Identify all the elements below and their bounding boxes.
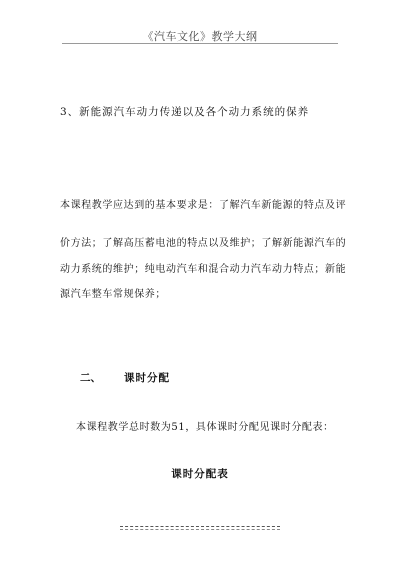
subsection-number: 二、: [80, 372, 101, 384]
requirements-line-4: 源汽车整车常规保养；: [60, 289, 166, 300]
header-divider: [62, 43, 338, 44]
section-heading: 3、新能源汽车动力传递以及各个动力系统的保养: [60, 106, 310, 118]
footer-divider-secondary: [120, 529, 280, 530]
document-header-title: 《汽车文化》教学大纲: [142, 30, 258, 43]
table-title: 课时分配表: [171, 468, 229, 480]
footer-divider: [120, 526, 280, 527]
requirements-line-1: 本课程教学应达到的基本要求是：了解汽车新能源的特点及评: [60, 200, 347, 211]
requirements-line-2: 价方法；了解高压蓄电池的特点以及维护；了解新能源汽车的: [60, 238, 347, 249]
subsection-title: 课时分配: [124, 372, 170, 384]
requirements-line-3: 动力系统的维护；纯电动汽车和混合动力汽车动力特点；新能: [60, 264, 347, 275]
hours-summary: 本课程教学总时数为51，具体课时分配见课时分配表：: [76, 422, 334, 433]
